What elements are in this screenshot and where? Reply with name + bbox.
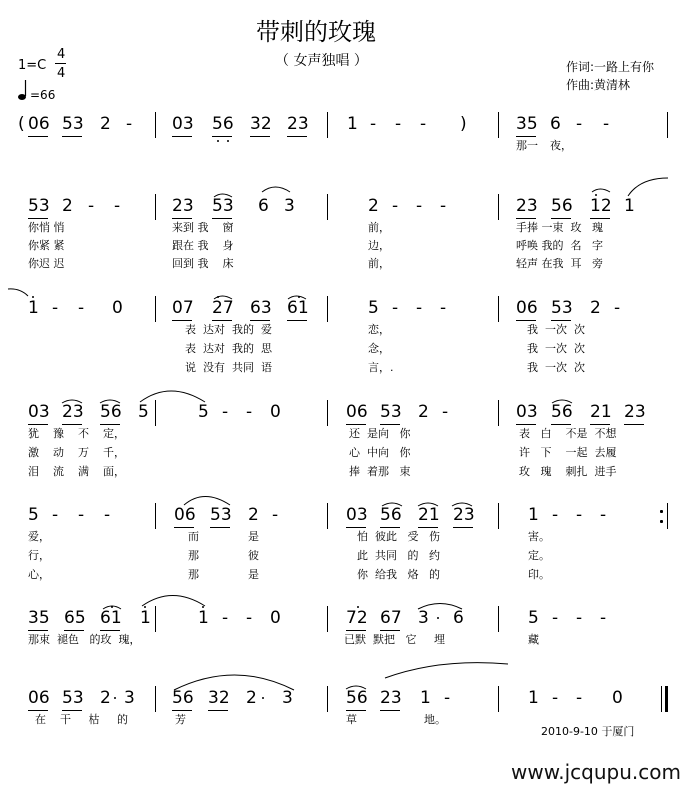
- song-title: 带刺的玫瑰: [256, 18, 376, 46]
- note: 2: [100, 114, 111, 134]
- note: -: [126, 114, 133, 134]
- note: 35: [516, 114, 538, 134]
- note: 53: [62, 114, 84, 134]
- performance-note: （ 女声独唱 ）: [275, 53, 368, 69]
- site-watermark: www.jcqupu.com: [511, 760, 681, 784]
- note: 32: [250, 114, 272, 134]
- note: 03: [172, 114, 194, 134]
- tempo-marking: =66: [30, 88, 56, 102]
- note: 56: [212, 114, 234, 134]
- time-signature-bottom: 4: [57, 66, 66, 81]
- note: 6: [550, 114, 561, 134]
- lyricist-credit: 作词:一路上有你: [566, 60, 655, 74]
- lyric: 夜，: [550, 139, 572, 152]
- date-place-note: 2010-9-10 于厦门: [541, 725, 635, 738]
- note: 1: [347, 114, 358, 134]
- composer-credit: 作曲:黄清林: [566, 78, 631, 92]
- time-signature-top: 4: [57, 47, 66, 62]
- note: 23: [287, 114, 309, 134]
- key-signature: 1=C: [18, 58, 47, 73]
- lyric: 那一: [516, 139, 538, 152]
- note: 06: [28, 114, 50, 134]
